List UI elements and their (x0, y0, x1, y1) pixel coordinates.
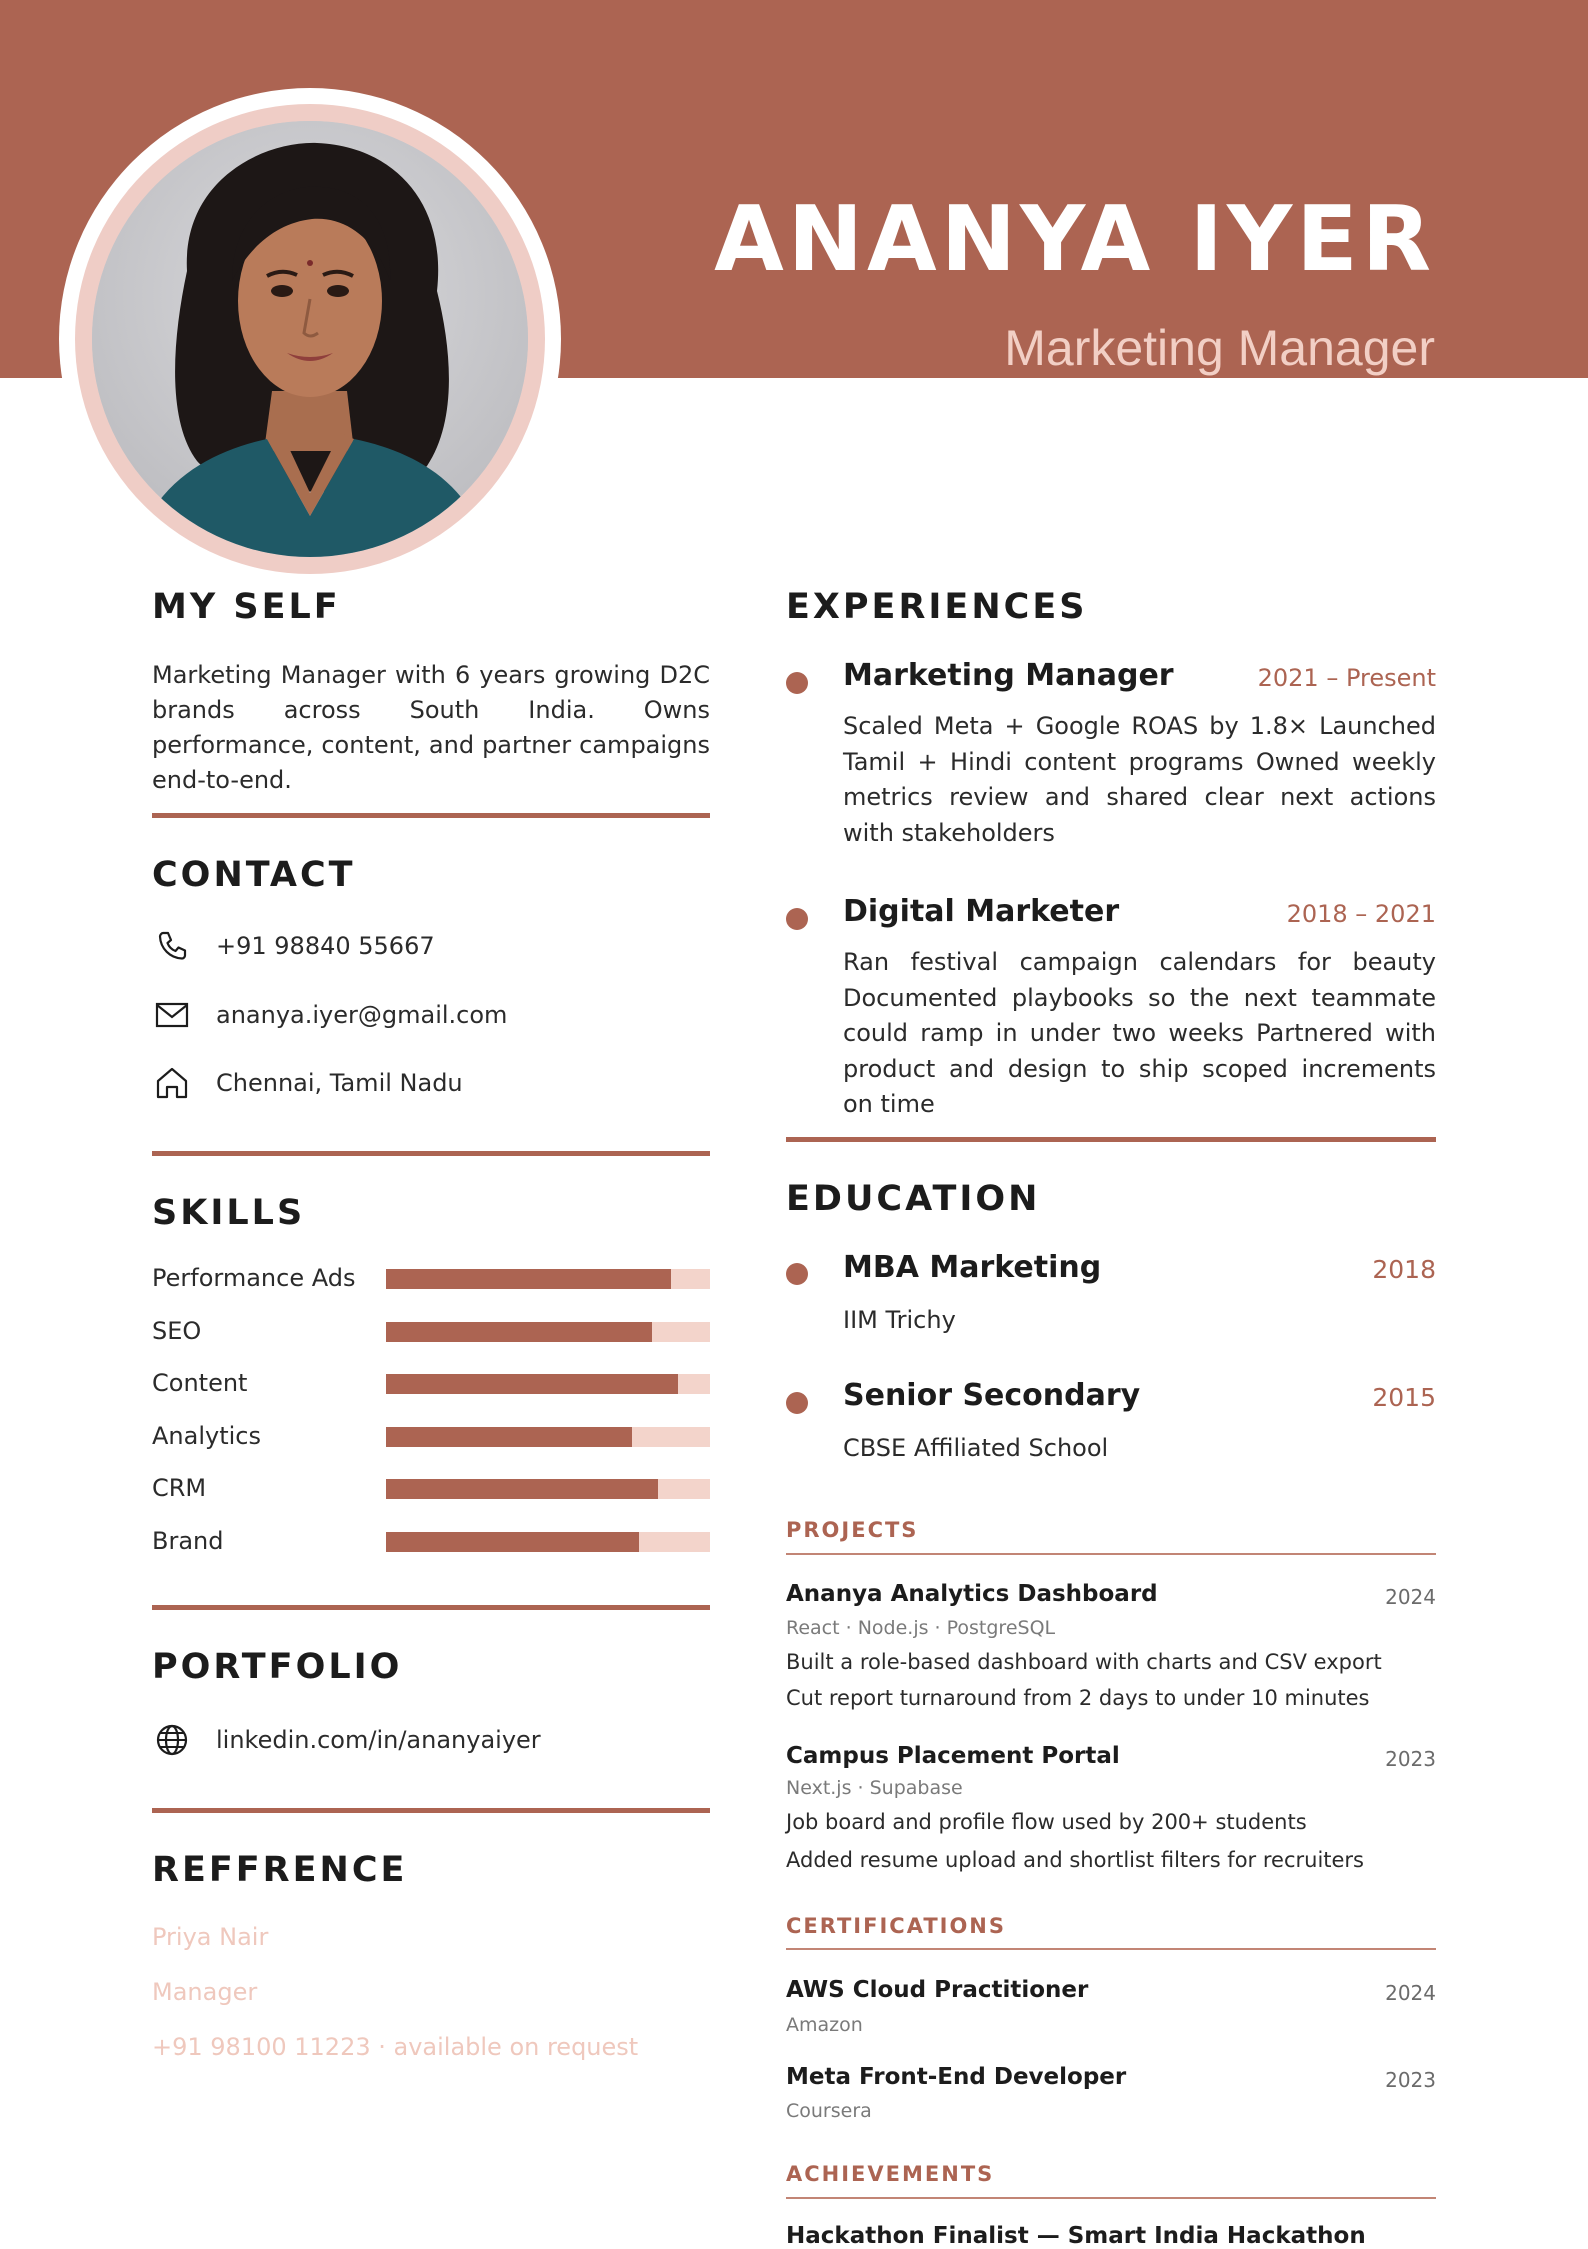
certification-title: Meta Front-End Developer (786, 2064, 1127, 2090)
certification-issuer: Amazon (786, 2014, 863, 2036)
project-stack: Next.js · Supabase (786, 1777, 963, 1799)
reference-heading: REFFRENCE (152, 1850, 408, 1890)
about-text: Marketing Manager with 6 years growing D2C brands across South India. Owns performance, content, and partner campaigns end-to-end. (152, 661, 710, 794)
candidate-title: Marketing Manager (1004, 320, 1435, 376)
candidate-name: ANANYA IYER (714, 187, 1435, 292)
section-divider (152, 1151, 710, 1156)
education-degree: Senior Secondary (843, 1378, 1141, 1413)
job-dates: 2021 – Present (1257, 664, 1436, 692)
skill-bar-fill (386, 1532, 639, 1552)
profile-photo (92, 121, 528, 557)
project-title: Campus Placement Portal (786, 1743, 1120, 1769)
project-detail: Built a role-based dashboard with charts and CSV export (786, 1650, 1382, 1674)
project-detail: Job board and profile flow used by 200+ students (786, 1810, 1307, 1834)
contact-location-row (152, 1063, 463, 1103)
contact-heading: CONTACT (152, 855, 356, 895)
education-school: IIM Trichy (843, 1306, 956, 1334)
certifications-heading: CERTIFICATIONS (786, 1914, 1007, 1938)
education-year: 2015 (1372, 1383, 1436, 1412)
project-stack: React · Node.js · PostgreSQL (786, 1617, 1056, 1639)
timeline-bullet (786, 672, 808, 694)
job-title: Marketing Manager (843, 658, 1174, 693)
education-heading: EDUCATION (786, 1179, 1041, 1219)
contact-phone-row (152, 926, 435, 966)
skill-bar-fill (386, 1269, 671, 1289)
project-title: Ananya Analytics Dashboard (786, 1581, 1158, 1607)
home-icon (152, 1063, 192, 1103)
skill-bar-fill (386, 1374, 678, 1394)
skill-label: Analytics (152, 1421, 261, 1450)
section-divider (152, 813, 710, 818)
skill-bar-fill (386, 1479, 658, 1499)
skills-heading: SKILLS (152, 1193, 306, 1233)
projects-divider (786, 1553, 1436, 1555)
certification-year: 2024 (1385, 1981, 1436, 2005)
project-year: 2024 (1385, 1585, 1436, 1609)
contact-email-row (152, 995, 507, 1035)
project-year: 2023 (1385, 1747, 1436, 1771)
section-divider (152, 1808, 710, 1813)
certification-title: AWS Cloud Practitioner (786, 1977, 1089, 2003)
skill-bar-track (386, 1532, 710, 1552)
skill-bar-track (386, 1479, 710, 1499)
education-school: CBSE Affiliated School (843, 1434, 1109, 1462)
skill-bar-track (386, 1269, 710, 1289)
portfolio-heading: PORTFOLIO (152, 1647, 403, 1687)
certifications-divider (786, 1948, 1436, 1950)
education-degree: MBA Marketing (843, 1250, 1102, 1285)
projects-heading: PROJECTS (786, 1518, 919, 1542)
skill-label: Performance Ads (152, 1264, 356, 1292)
certification-issuer: Coursera (786, 2100, 872, 2122)
project-detail: Cut report turnaround from 2 days to under 10 minutes (786, 1686, 1370, 1710)
section-divider (786, 1137, 1436, 1142)
profile-photo-frame (59, 88, 561, 590)
timeline-bullet (786, 908, 808, 930)
portfolio-link[interactable]: linkedin.com/in/ananyaiyer (216, 1726, 541, 1754)
achievement-title: Hackathon Finalist — Smart India Hackathon (786, 2223, 1366, 2249)
reference-contact: +91 98100 11223 · available on request (152, 2033, 639, 2061)
about-heading: MY SELF (152, 587, 341, 627)
reference-role: Manager (152, 1978, 258, 2006)
timeline-bullet (786, 1392, 808, 1414)
skill-label: SEO (152, 1316, 202, 1345)
achievements-heading: ACHIEVEMENTS (786, 2162, 995, 2186)
project-detail: Added resume upload and shortlist filters for recruiters (786, 1848, 1365, 1872)
contact-location: Chennai, Tamil Nadu (216, 1069, 463, 1097)
mail-icon (152, 995, 192, 1035)
skill-bar-track (386, 1374, 710, 1394)
experience-heading: EXPERIENCES (786, 587, 1088, 627)
job-description: Ran festival campaign calendars for beauty Documented playbooks so the next teammate could ramp in under two weeks Partnered with product and design to ship scoped increments on time (843, 948, 1436, 1118)
skill-label: Content (152, 1369, 248, 1397)
skill-bar-fill (386, 1427, 632, 1447)
globe-icon (152, 1720, 192, 1760)
skill-bar-fill (386, 1322, 652, 1342)
contact-email[interactable]: ananya.iyer@gmail.com (216, 1001, 508, 1029)
certification-year: 2023 (1385, 2068, 1436, 2092)
achievements-divider (786, 2197, 1436, 2199)
skill-label: CRM (152, 1474, 207, 1502)
education-year: 2018 (1372, 1255, 1436, 1284)
portfolio-row (152, 1720, 541, 1760)
job-title: Digital Marketer (843, 894, 1120, 929)
phone-icon (152, 926, 192, 966)
skill-bar-track (386, 1322, 710, 1342)
contact-phone[interactable]: +91 98840 55667 (216, 932, 435, 960)
job-dates: 2018 – 2021 (1286, 900, 1436, 928)
skill-label: Brand (152, 1526, 224, 1555)
skill-bar-track (386, 1427, 710, 1447)
timeline-bullet (786, 1263, 808, 1285)
reference-name: Priya Nair (152, 1923, 269, 1951)
job-description: Scaled Meta + Google ROAS by 1.8× Launched Tamil + Hindi content programs Owned weekly metrics review and shared clear next actions with stakeholders (843, 712, 1436, 847)
section-divider (152, 1605, 710, 1610)
